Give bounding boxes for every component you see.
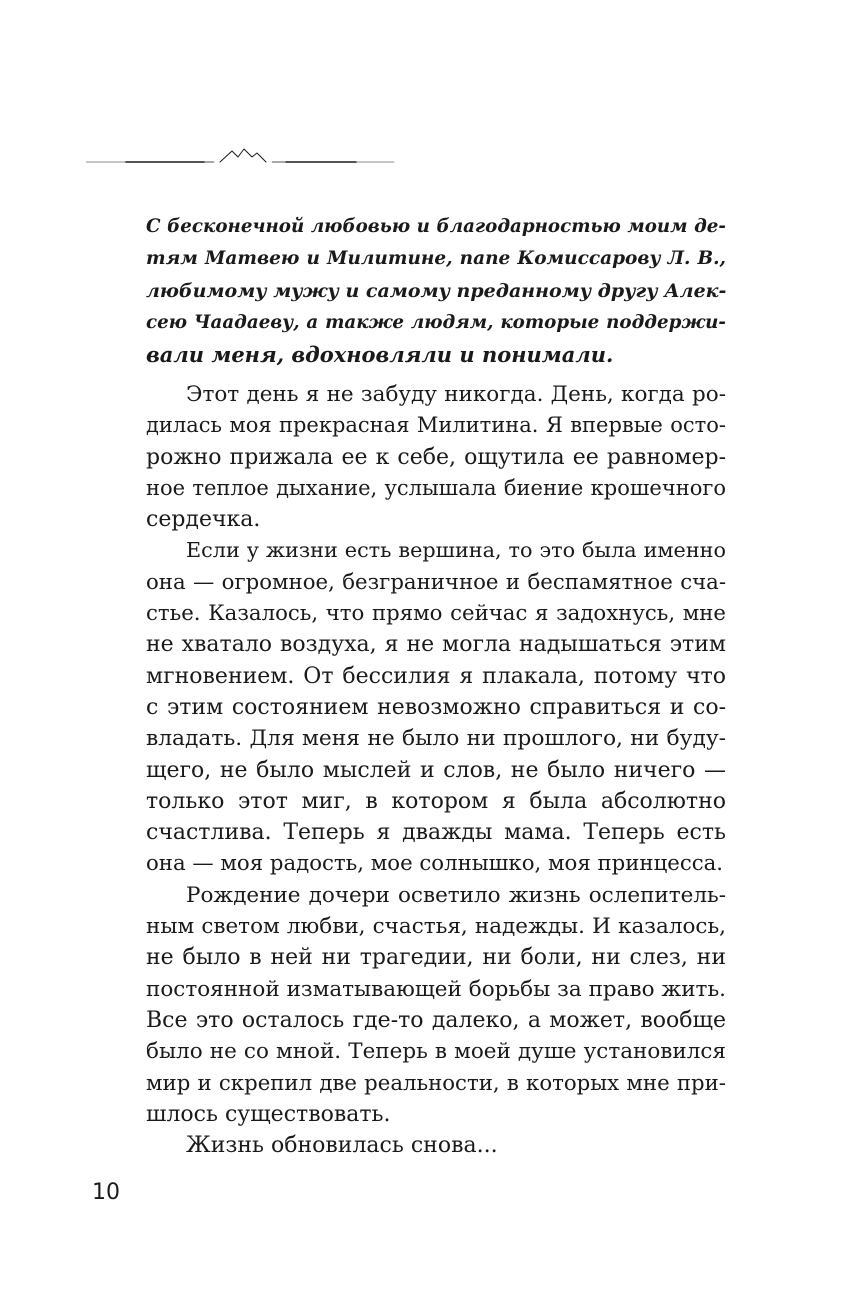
text-line: щего, не было мыслей и слов, не было ничего — bbox=[146, 757, 726, 783]
paragraph bbox=[146, 379, 726, 535]
text-line: с этим состоянием невозможно справиться и со- bbox=[146, 694, 726, 720]
text-line: мир и скрепил две реальности, в которых мне при- bbox=[146, 1070, 726, 1096]
text-line: она — огромное, безграничное и беспамятное сча- bbox=[146, 569, 726, 595]
text-line: шлось существовать. bbox=[146, 1101, 391, 1127]
text-line: ное теплое дыхание, услышала биение крошечного bbox=[146, 475, 726, 500]
text-line: было не со мной. Теперь в моей душе установился bbox=[146, 1039, 726, 1065]
text-line: Если у жизни есть вершина, то это была именно bbox=[186, 538, 726, 563]
paragraph bbox=[146, 1130, 726, 1161]
dedication bbox=[146, 211, 726, 371]
dedication-line: С бесконечной любовью и благодарностью моим де- bbox=[146, 216, 726, 237]
dedication-line: любимому мужу и самому преданному другу Алек- bbox=[146, 280, 727, 302]
text-line: рожно прижала ее к себе, ощутила ее равномер- bbox=[146, 444, 726, 470]
dedication-line: сею Чаадаеву, а также людям, которые поддержи- bbox=[146, 312, 726, 333]
text-line: не хватало воздуха, я не могла надышаться этим bbox=[146, 632, 726, 658]
text-line: владать. Для меня не было ни прошлого, ни буду- bbox=[146, 726, 726, 752]
mountain-divider-icon bbox=[86, 143, 396, 171]
text-line: Рождение дочери осветило жизнь ослепитель- bbox=[186, 882, 726, 908]
text-line: стье. Казалось, что прямо сейчас я задохнусь, мне bbox=[146, 601, 726, 627]
text-line: Все это осталось где-то далеко, а может, вообще bbox=[146, 1007, 726, 1033]
paragraph bbox=[146, 880, 726, 1130]
text-line: она — моя радость, мое солнышко, моя принцесса. bbox=[146, 851, 724, 877]
paragraph bbox=[146, 535, 726, 879]
text-line: не было в ней ни трагедии, ни боли, ни слез, ни bbox=[146, 945, 726, 971]
dedication-line: вали меня, вдохновляли и понимали. bbox=[146, 342, 614, 367]
text-line: мгновением. От бессилия я плакала, потому что bbox=[146, 663, 726, 689]
text-line: Жизнь обновилась снова... bbox=[186, 1133, 498, 1159]
text-line: сердечка. bbox=[146, 507, 261, 533]
dedication-line: тям Матвею и Милитине, папе Комиссарову Л. В., bbox=[146, 248, 726, 269]
text-line: только этот миг, в котором я была абсолютно bbox=[146, 788, 726, 814]
text-line: дилась моя прекрасная Милитина. Я впервые осто- bbox=[146, 413, 726, 438]
page-number: 10 bbox=[92, 1180, 120, 1205]
text-line: ным светом любви, счастья, надежды. И казалось, bbox=[146, 914, 726, 940]
text-line: Этот день я не забуду никогда. День, когда ро- bbox=[186, 382, 726, 407]
text-line: постоянной изматывающей борьбы за право жить. bbox=[146, 976, 726, 1002]
body-text bbox=[146, 379, 726, 1161]
text-line: счастлива. Теперь я дважды мама. Теперь есть bbox=[146, 820, 726, 846]
